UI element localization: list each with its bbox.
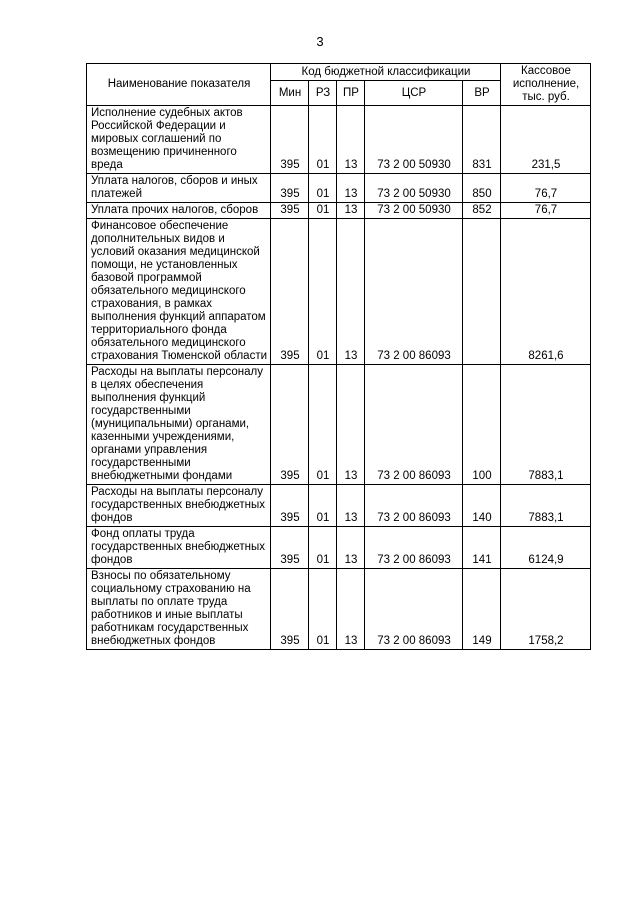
rz-cell: 01 bbox=[309, 365, 337, 485]
pr-cell: 13 bbox=[337, 485, 365, 527]
indicator-name-cell: Взносы по обязательному социальному страхованию на выплаты по оплате труда работников и иные выплаты работникам государственных внебюджетных фондов bbox=[87, 569, 271, 650]
vr-cell: 149 bbox=[463, 569, 501, 650]
pr-cell: 13 bbox=[337, 365, 365, 485]
indicator-name-cell: Расходы на выплаты персоналу государственных внебюджетных фондов bbox=[87, 485, 271, 527]
amount-cell: 1758,2 bbox=[501, 569, 591, 650]
rz-cell: 01 bbox=[309, 219, 337, 365]
amount-cell: 7883,1 bbox=[501, 485, 591, 527]
rz-cell: 01 bbox=[309, 527, 337, 569]
amount-cell: 76,7 bbox=[501, 203, 591, 219]
table-row bbox=[87, 485, 591, 527]
csr-cell: 73 2 00 86093 bbox=[365, 219, 463, 365]
indicator-name-cell: Фонд оплаты труда государственных внебюджетных фондов bbox=[87, 527, 271, 569]
vr-cell: 850 bbox=[463, 174, 501, 203]
csr-cell: 73 2 00 50930 bbox=[365, 203, 463, 219]
indicator-name-cell: Финансовое обеспечение дополнительных видов и условий оказания медицинской помощи, не установленных базовой программой обязательного медицинского страхования, в рамках выполнения функций аппаратом территориального фонда обязательного медицинского страхования Тюменской области bbox=[87, 219, 271, 365]
rz-cell: 01 bbox=[309, 106, 337, 174]
min-cell: 395 bbox=[271, 203, 309, 219]
vr-cell: 831 bbox=[463, 106, 501, 174]
vr-cell: 852 bbox=[463, 203, 501, 219]
pr-cell: 13 bbox=[337, 106, 365, 174]
vr-cell bbox=[463, 219, 501, 365]
vr-cell: 140 bbox=[463, 485, 501, 527]
min-cell: 395 bbox=[271, 527, 309, 569]
table-row bbox=[87, 174, 591, 203]
table-row bbox=[87, 527, 591, 569]
rz-cell: 01 bbox=[309, 174, 337, 203]
min-cell: 395 bbox=[271, 485, 309, 527]
amount-cell: 7883,1 bbox=[501, 365, 591, 485]
csr-cell: 73 2 00 86093 bbox=[365, 485, 463, 527]
pr-cell: 13 bbox=[337, 174, 365, 203]
amount-cell: 6124,9 bbox=[501, 527, 591, 569]
table-row bbox=[87, 219, 591, 365]
indicator-name-cell: Уплата налогов, сборов и иных платежей bbox=[87, 174, 271, 203]
pr-cell: 13 bbox=[337, 527, 365, 569]
min-cell: 395 bbox=[271, 569, 309, 650]
min-cell: 395 bbox=[271, 365, 309, 485]
csr-cell: 73 2 00 50930 bbox=[365, 106, 463, 174]
budget-execution-table bbox=[86, 63, 591, 650]
amount-cell: 8261,6 bbox=[501, 219, 591, 365]
header-pr: ПР bbox=[337, 81, 365, 106]
indicator-name-cell: Исполнение судебных актов Российской Федерации и мировых соглашений по возмещению причиненного вреда bbox=[87, 106, 271, 174]
csr-cell: 73 2 00 50930 bbox=[365, 174, 463, 203]
page-number: 3 bbox=[316, 34, 324, 49]
pr-cell: 13 bbox=[337, 203, 365, 219]
amount-cell: 76,7 bbox=[501, 174, 591, 203]
vr-cell: 100 bbox=[463, 365, 501, 485]
min-cell: 395 bbox=[271, 106, 309, 174]
header-vr: ВР bbox=[463, 81, 501, 106]
amount-cell: 231,5 bbox=[501, 106, 591, 174]
indicator-name-cell: Уплата прочих налогов, сборов bbox=[87, 203, 271, 219]
header-cash-execution: Кассовое исполнение, тыс. руб. bbox=[501, 64, 591, 106]
table-row bbox=[87, 106, 591, 174]
header-min: Мин bbox=[271, 81, 309, 106]
header-budget-code: Код бюджетной классификации bbox=[271, 64, 501, 81]
table-row bbox=[87, 569, 591, 650]
csr-cell: 73 2 00 86093 bbox=[365, 365, 463, 485]
pr-cell: 13 bbox=[337, 569, 365, 650]
vr-cell: 141 bbox=[463, 527, 501, 569]
header-indicator-name: Наименование показателя bbox=[87, 64, 271, 106]
min-cell: 395 bbox=[271, 219, 309, 365]
pr-cell: 13 bbox=[337, 219, 365, 365]
rz-cell: 01 bbox=[309, 485, 337, 527]
table-row bbox=[87, 203, 591, 219]
table-row bbox=[87, 365, 591, 485]
rz-cell: 01 bbox=[309, 203, 337, 219]
header-csr: ЦСР bbox=[365, 81, 463, 106]
csr-cell: 73 2 00 86093 bbox=[365, 527, 463, 569]
header-rz: РЗ bbox=[309, 81, 337, 106]
table-body bbox=[87, 106, 591, 650]
indicator-name-cell: Расходы на выплаты персоналу в целях обеспечения выполнения функций государственными (муниципальными) органами, казенными учреждениями, органами управления государственными внебюджетными фондами bbox=[87, 365, 271, 485]
csr-cell: 73 2 00 86093 bbox=[365, 569, 463, 650]
min-cell: 395 bbox=[271, 174, 309, 203]
rz-cell: 01 bbox=[309, 569, 337, 650]
